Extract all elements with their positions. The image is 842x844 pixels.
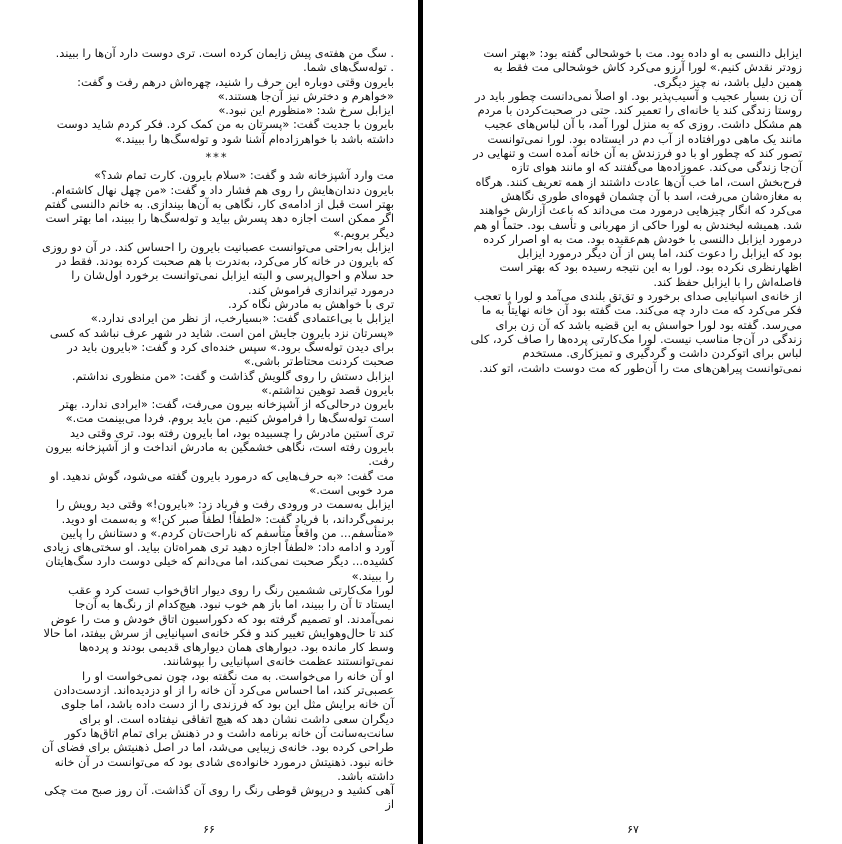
page-number: ۶۶ (203, 823, 215, 836)
left-page (0, 0, 418, 844)
paragraph: ایزابل با بی‌اعتمادی گفت: «بسیارخب، از نظر من ایرادی ندارد.» (90, 311, 394, 326)
section-separator: *** (205, 150, 229, 165)
paragraph: تری آستین مادرش را چسبیده بود، اما بایرون رفته بود. تری وقتی دید بایرون رفته است، نگاهی خشمگین به مادرش انداخت و از آشپزخانه بیرون رفت. (45, 425, 394, 469)
paragraph: بایرون دندان‌هایش را روی هم فشار داد و گفت: «من چهل نهال کاشته‌ام. بهتر است قبل از ادامه‌ی کار، نگاهی به آن‌ها بیندازی. به خانم دالنسی گفتم اگر ممکن است اجازه دهد پسرش بیاید و توله‌سگ‌ها را ببیند، اما بهتر است دیگر برویم.» (44, 182, 394, 240)
paragraph: مت وارد آشپزخانه شد و گفت: «سلام بایرون. کارت تمام شد؟» (93, 168, 394, 183)
paragraph: بایرون وقتی دوباره این حرف را شنید، چهره‌اش درهم رفت و گفت: «خواهرم و دخترش نیز آن‌جا هستند.» (77, 74, 394, 103)
right-page-text (468, 46, 802, 802)
paragraph: «پسرتان نزد بایرون جایش امن است. شاید در شهر عرف نباشد که کسی برای دیدن توله‌سگ برود.» سپس خنده‌ای کرد و گفت: «بایرون باید در صحبت کردنت محتاط‌تر باشی.» (49, 325, 394, 369)
paragraph: تری با خواهش به مادرش نگاه کرد. (228, 297, 394, 312)
paragraph: آن زن بسیار عجیب و آسیب‌پذیر بود. او اصلاً نمی‌دانست چطور باید در روستا زندگی کند یا خانه‌ای را تعمیر کند. حتی در صحبت‌کردن با مردم هم مشکل داشت. روزی که به منزل لورا آمد، با آن لباس‌های عجیب مانند یک ماهی دورافتاده از آب دم در ایستاده بود. لورا نمی‌توانست تصور کند که چطور او با دو فرزندش به آن خانه آمده است و تنهایی در آن‌جا زندگی می‌کند. عموزاده‌ها می‌گفتند که او مانند هوای تازه فرح‌بخش است، اما خب آن‌ها عادت داشتند از همه تعریف کنند. هرگاه به مغازه‌شان می‌رفت، اسد با آن چشمان قهوه‌ای طوری نگاهش می‌کرد که انگار چیزهایی درمورد مت می‌داند که باعث آزارش خواهند شد. همیشه لبخندش به لورا حاکی از مهربانی و تأسف بود. حتماً او هم درمورد ایزابل دالنسی با خودش هم‌عقیده بود. مت به او اصرار کرده بود که ایزابل را دعوت کند، اما پس از آن دیگر درمورد ایزابل اظهارنظری نکرده بود. لورا به این نتیجه رسیده بود که بهتر است فاصله‌اش را با ایزابل حفظ کند. (473, 88, 802, 289)
paragraph: ایزابل به‌سمت در ورودی رفت و فریاد زد: «بایرون!» وقتی دید رویش را برنمی‌گرداند، با فریاد گفت: «لطفاً! لطفاً صبر کن!» و به‌سمت او دوید. (55, 497, 394, 526)
paragraph: از خانه‌ی اسپانیایی صدای برخورد و تق‌تق بلندی می‌آمد و لورا با تعجب فکر می‌کرد که مت دارد چه می‌کند. مت گفته بود آن خانه نهایتاً به ما می‌رسد. گفته بود لورا حواسش به این قضیه باشد که آن زن برای زندگی در آن‌جا مناسب نیست. لورا مک‌کارتی پرده‌ها را صاف کرد، کلی لباس برای اتوکردن داشت و گردگیری و تمیزکاری. مستخدم نمی‌توانست پیراهن‌های مت را آن‌طور که مت دوست داشت، اتو کند. (470, 289, 802, 375)
left-page-text (40, 46, 394, 812)
paragraph: . توله‌سگ‌های شما. (303, 60, 394, 75)
paragraph: ایزابل دستش را روی گلویش گذاشت و گفت: «من منظوری نداشتم. بایرون قصد توهین نداشتم.» (71, 368, 394, 397)
paragraph: آهی کشید و درپوش قوطی رنگ را روی آن گذاشت. آن روز صبح مت چکی از (44, 783, 394, 812)
paragraph: او آن خانه را می‌خواست. به مت نگفته بود، چون نمی‌خواست او را عصبی‌تر کند، اما احساس می‌کرد آن خانه را از او دزدیده‌اند. ازدست‌دادن آن خانه برایش مثل این بود که فرزندی را از دست داده باشد، اما جلوی دیگران سعی داشت نشان دهد که هیچ اتفاقی نیفتاده است. او برای سانت‌به‌سانت آن خانه برنامه داشت و در ذهنش برای تمام اتاق‌ها دکور طراحی کرده بود. خانه‌ی زیبایی می‌شد، اما در اصل ذهنیتش برای فضای آن خانه نبود. ذهنیتش درمورد خانواده‌ی شادی بود که می‌توانست در آن خانه داشته باشد. (41, 668, 394, 783)
paragraph: ایزابل دالنسی به او داده بود. مت با خوشحالی گفته بود: «بهتر است زودتر نقدش کنیم.» لورا آرزو می‌کرد کاش خوشحالی مت فقط به همین دلیل باشد، نه چیز دیگری. (483, 46, 802, 89)
page-number: ۶۷ (627, 823, 639, 836)
paragraph: مت گفت: «به حرف‌هایی که درمورد بایرون گفته می‌شود، گوش ندهید. او مرد خوبی است.» (49, 468, 394, 497)
paragraph: لورا مک‌کارتی ششمین رنگ را روی دیوار اتاق‌خواب تست کرد و عقب ایستاد تا آن را ببیند، اما باز هم خوب نبود. هیچ‌کدام از رنگ‌ها به آن‌جا نمی‌آمدند. او تصمیم گرفته بود که دکوراسیون اتاق خودش و مت را عوض کند تا حال‌وهوایش تغییر کند و فکر خانه‌ی اسپانیایی از سرش بیفتد، اما حالا وسط کار مانده بود. دیوارهای همان دیوارهای قدیمی بودند و پرده‌ها نمی‌توانستند عظمت خانه‌ی اسپانیایی را بپوشانند. (43, 582, 394, 669)
paragraph: ایزابل به‌راحتی می‌توانست عصبانیت بایرون را احساس کند. در آن دو روزی که بایرون در خانه کار می‌کرد، به‌ندرت با هم صحبت کرده بودند. فقط در حد سلام و احوال‌پرسی و البته ایزابل نمی‌توانست برخورد اول‌شان را درمورد تیراندازی فراموش کند. (42, 239, 394, 297)
paragraph: «متأسفم... من واقعاً متأسفم که ناراحت‌تان کردم.» و دستانش را پایین آورد و ادامه داد: «لطفاً اجازه دهید تری همراه‌تان بیاید. او سختی‌های زیادی کشیده... دیگر صحبت نمی‌کند، اما می‌دانم که خیلی دوست دارد سگ‌هایتان را ببیند.» (43, 525, 394, 583)
paragraph: ایزابل سرخ شد: «منظورم این نبود.» (218, 103, 394, 118)
paragraph: بایرون درحالی‌که از آشپزخانه بیرون می‌رفت، گفت: «ایرادی ندارد. بهتر است توله‌سگ‌ها را فراموش کنیم. من باید بروم. فردا می‌بینمت مت.» (59, 397, 394, 426)
right-page (424, 0, 842, 844)
paragraph: بایرون با جدیت گفت: «پسرتان به من کمک کرد. فکر کردم شاید دوست داشته باشد با خواهرزاده‌ام آشنا شود و توله‌سگ‌ها را ببیند.» (56, 117, 394, 146)
paragraph: . سگ من هفته‌ی پیش زایمان کرده است. تری دوست دارد آن‌ها را ببیند. (55, 46, 394, 60)
page-gutter-divider (418, 0, 423, 844)
